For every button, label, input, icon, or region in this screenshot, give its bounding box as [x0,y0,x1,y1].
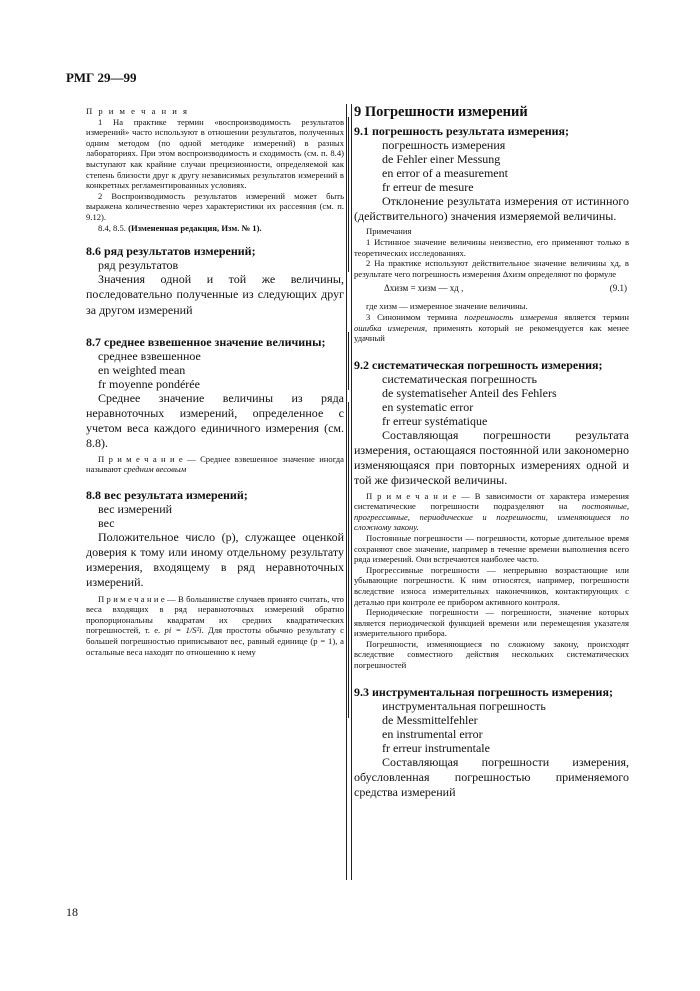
note-paragraph: Постоянные погрешности — погрешности, которые длительное время сохраняют свое значение, например в течение времени выполнения всего ряда измерений. Они встречаются наиболее часто. [354,532,629,565]
term-9-3 [354,685,629,801]
term-title: 8.8 вес результата измерений; [86,487,248,502]
term-note [354,491,629,671]
term-german: de Fehler einer Messung [382,152,501,166]
term-english: en instrumental error [382,726,483,741]
term-german: de systematiseher Anteil des Fehlers [382,385,557,400]
note-3-text: 3 Синонимом термина [366,311,458,322]
note-label: П р и м е ч а н и е — [98,593,176,604]
note-paragraph: Периодические погрешности — погрешности, значение которых является периодической функцией времени или перемещения указателя измерительного прибора. [354,607,629,639]
note-3-italic: погрешность измерения [464,311,558,322]
term-definition: Отклонение результата измерения от истинного (действительного) значения измеряемой величины. [354,194,629,224]
note-3-italic: ошибка измерения [354,322,426,333]
term-8-6 [86,244,344,318]
note-italic: средним весовым [123,464,187,475]
term-synonym: вес [98,515,115,530]
change-bar [348,402,349,718]
term-9-2 [354,358,629,671]
note-2: 2 Воспроизводимость результатов измерений может быть выражена количественно через характеристики их рассеяния (см. п. 9.12). [86,190,344,222]
term-8-8 [86,488,344,657]
amendment-refs: 8.4, 8.5. [98,222,126,233]
term-title: 8.6 ряд результатов измерений; [86,244,256,259]
term-french: fr moyenne pondérée [98,376,200,391]
right-column [354,100,629,800]
term-title: 9.1 погрешность результата измерения; [354,124,570,138]
notes-label: Примечания [366,226,412,237]
term-9-1 [354,124,629,344]
notes-block [86,106,344,233]
page-header: РМГ 29—99 [66,70,137,85]
term-definition: Положительное число (p), служащее оценкой доверия к тому или иному отдельному результату измерения, входящему в ряд неравноточных измерений. [86,529,344,590]
column-divider-double [351,104,352,880]
change-bar [348,332,349,390]
note-text-cont: . Для простоты обычно результату с большей погрешностью приписывают вес, равный единице (p = 1), а остальные веса находят по отношению к нему [86,625,344,657]
term-title: 8.7 среднее взвешенное значение величины; [86,334,326,349]
note-3 [354,312,629,344]
note-formula: pi = 1/S²i [164,625,202,636]
term-title: 9.3 инструментальная погрешность измерения; [354,684,613,699]
note-paragraph: Погрешности, изменяющиеся по сложному закону, происходят вследствие совместного действия нескольких систематических погрешностей [354,638,629,671]
amendment-text: (Измененная редакция, Изм. № 1). [128,222,262,233]
term-8-7 [86,335,344,475]
term-definition: Составляющая погрешности результата измерения, остающаяся постоянной или закономерно изменяющаяся при повторных измерениях одной и той же физической величины. [354,427,629,488]
term-definition: Среднее значение величины из ряда неравноточных измерений, определенное с учетом веса каждого единичного измерения (см. 8.8). [86,390,344,451]
amendment-note [86,223,344,234]
note-1: 1 На практике термин «воспроизводимость результатов измерений» часто используют в отношении результатов, полученных одним методом (по одной методике измерений) в разных лабораториях. При этом воспроизводимость и сходимость (см. п. 8.4) выступают как крайние случаи прецизионности, определяемой как степень близости друг к другу независимых результатов измерений в конкретных регламентированных условиях. [86,116,344,191]
term-synonym: среднее взвешенное [98,348,201,363]
formula-where: где xизм — измеренное значение величины. [366,301,528,312]
formula-number: (9.1) [609,283,627,294]
note-3-text: , применять который не рекомендуется как менее удачный [354,322,629,344]
term-title: 9.2 систематическая погрешность измерения; [354,357,603,372]
note-italic: постоянные, прогрессивные, периодические и погрешности, изменяющиеся по сложному закону. [354,501,629,533]
term-synonym: ряд результатов [98,258,179,273]
term-english: en systematic error [382,399,474,414]
term-french: fr erreur systématique [382,413,488,428]
note-1: 1 Истинное значение величины неизвестно, его применяют только в теоретических исследованиях. [354,237,629,258]
note-label: П р и м е ч а н и е — [366,490,470,501]
term-synonym: систематическая погрешность [382,371,537,386]
term-definition: Значения одной и той же величины, последовательно полученные из следующих друг за другом измерений [86,272,344,317]
term-english: en weighted mean [98,362,186,377]
term-french: fr erreur de mesure [382,180,474,194]
term-definition: Составляющая погрешности измерения, обусловленная погрешностью применяемого средства измерений [354,754,629,800]
term-german: de Messmittelfehler [382,712,478,727]
term-french: fr erreur instrumentale [382,740,490,755]
section-title: 9 Погрешности измерений [354,104,528,120]
note-text: В зависимости от характера измерения систематические погрешности подразделяют на [354,490,629,512]
term-synonym: погрешность измерения [382,138,506,152]
term-notes [354,226,629,343]
term-synonym: инструментальная погрешность [382,698,546,713]
formula-9-1 [354,283,629,297]
formula-expression: Δxизм = xизм — xд , [384,283,464,294]
change-bar [348,117,349,272]
note-label: П р и м е ч а н и е — [98,453,196,464]
note-paragraph: Прогрессивные погрешности — непрерывно возрастающие или убывающие погрешности. К ним относятся, например, погрешности вследствие износа измерительных наконечников, контактирующих с деталью при контроле ее прибором активного контроля. [354,564,629,607]
note-2: 2 На практике используют действительное значение величины xд, в результате чего погрешность измерения Δxизм определяют по формуле [354,258,629,279]
column-divider [346,104,347,880]
page-number: 18 [66,905,78,919]
term-synonym: вес измерений [98,501,173,516]
left-column [86,100,344,657]
term-note [86,454,344,475]
note-text: Среднее взвешенное значение иногда называют [86,453,344,475]
note-3-text: является термин [564,311,629,322]
notes-label: П р и м е ч а н и я [86,106,189,116]
note-text: В большинстве случаев принято считать, что веса входящих в ряд неравноточных измерений обратно пропорциональны квадратам их средних квадратических погрешностей, т. е. [86,593,344,636]
term-english: en error of a measurement [382,166,508,180]
term-note [86,594,344,658]
